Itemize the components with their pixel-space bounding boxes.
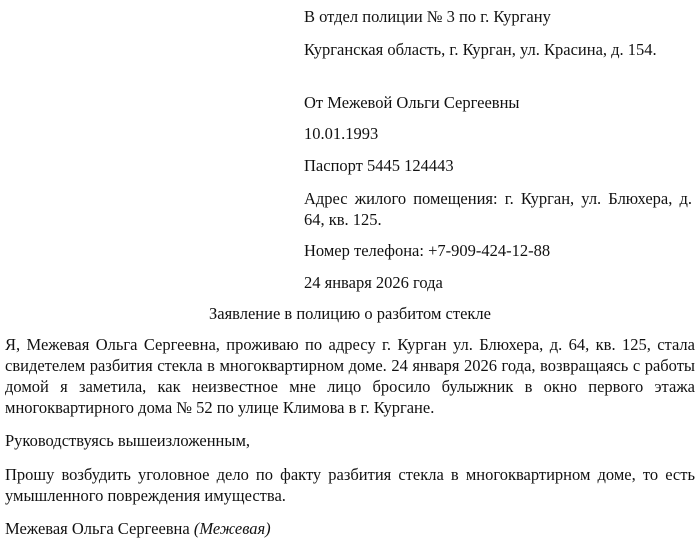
signature-line xyxy=(5,518,695,539)
document-date: 24 января 2026 года xyxy=(304,273,443,292)
signature-name: Межевая Ольга Сергеевна xyxy=(5,519,190,538)
phone-line: Номер телефона: +7-909-424-12-88 xyxy=(304,241,551,260)
police-address: Курганская область, г. Курган, ул. Красина, д. 154. xyxy=(304,40,657,59)
guided-paragraph: Руководствуясь вышеизложенным, xyxy=(5,431,251,450)
birth-date: 10.01.1993 xyxy=(304,124,379,143)
sender-line: От Межевой Ольги Сергеевны xyxy=(304,93,520,112)
document-title: Заявление в полицию о разбитом стекле xyxy=(209,304,491,323)
request-paragraph: Прошу возбудить уголовное дело по факту разбития стекла в многоквартирном доме, то есть умышленного повреждения имущества. xyxy=(5,465,695,505)
residence-address: Адрес жилого помещения: г. Курган, ул. Блюхера, д. 64, кв. 125. xyxy=(304,189,692,229)
passport-line: Паспорт 5445 124443 xyxy=(304,156,454,175)
statement-paragraph: Я, Межевая Ольга Сергеевна, проживаю по адресу г. Курган ул. Блюхера, д. 64, кв. 125, стала свидетелем разбития стекла в многоквартирном доме. 24 января 2026 года, возвращаясь с работы домой я заметила, как неизвестное мне лицо бросило булыжник в окно первого этажа многоквартирного дома № 52 по улице Климова в г. Кургане. xyxy=(5,335,695,417)
addressee-line: В отдел полиции № 3 по г. Кургану xyxy=(304,7,551,26)
handwritten-signature: (Межевая) xyxy=(193,519,271,538)
